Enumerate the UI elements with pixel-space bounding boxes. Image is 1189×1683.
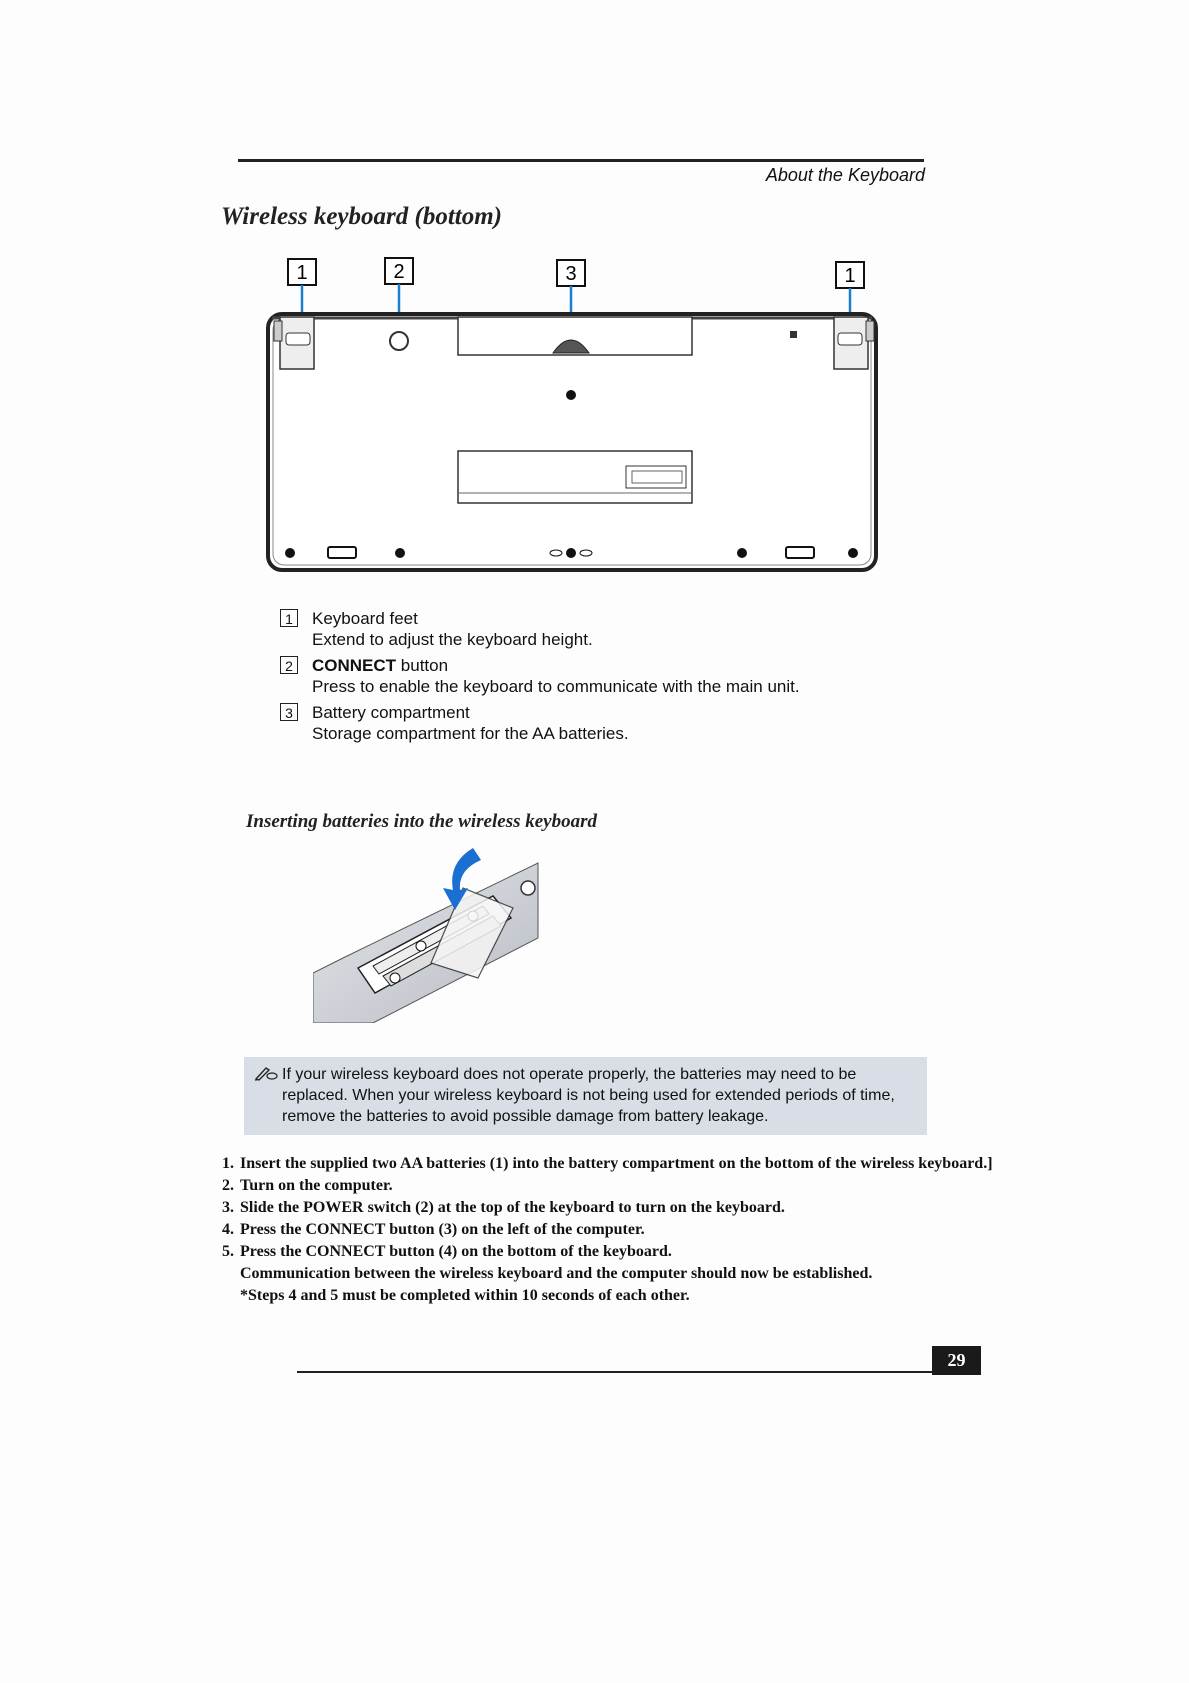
- callout-label: 2: [393, 261, 405, 283]
- diagram-legend: [280, 608, 812, 749]
- legend-item-name: Battery compartment: [312, 703, 470, 722]
- subsection-title: Inserting batteries into the wireless keyboard: [246, 811, 597, 832]
- legend-item-name: CONNECT button: [312, 656, 449, 675]
- legend-item-name: Keyboard feet: [312, 609, 418, 628]
- connect-button-diagram: [390, 332, 408, 350]
- page-number: 29: [932, 1346, 981, 1375]
- keyboard-bottom-diagram: [262, 255, 882, 580]
- legend-number: 2: [280, 656, 298, 674]
- keyboard-foot-left: [274, 317, 314, 369]
- legend-number: 3: [280, 703, 298, 721]
- legend-item-description: Press to enable the keyboard to communicate with the main unit.: [312, 677, 800, 696]
- step-item: 4. Press the CONNECT button (3) on the left of the computer.: [222, 1221, 645, 1238]
- note-box: [244, 1057, 927, 1135]
- step-item: 3. Slide the POWER switch (2) at the top of the keyboard to turn on the keyboard.: [222, 1199, 785, 1216]
- legend-number: 1: [280, 609, 298, 627]
- legend-item-description: Extend to adjust the keyboard height.: [312, 630, 593, 649]
- header-rule: [238, 159, 924, 162]
- step-item: 5. Press the CONNECT button (4) on the bottom of the keyboard.: [222, 1243, 672, 1260]
- callout-label: 1: [844, 265, 856, 287]
- battery-insertion-illustration: [313, 848, 543, 1023]
- callout-label: 1: [296, 262, 308, 284]
- page-header-title: About the Keyboard: [765, 165, 925, 185]
- step-item: 2. Turn on the computer.: [222, 1177, 393, 1194]
- note-text: If your wireless keyboard does not operate properly, the batteries may need to be replaced. When your wireless keyboard is not being used for extended periods of time, remove the batteries to avoid possible damage from battery leakage.: [282, 1066, 895, 1125]
- callout-label: 3: [565, 263, 577, 285]
- keyboard-foot-right: [834, 317, 874, 369]
- instruction-steps: [222, 1153, 1002, 1307]
- step-item: 1. Insert the supplied two AA batteries (1) into the battery compartment on the bottom of the wireless keyboard.]: [222, 1155, 993, 1172]
- legend-item-connect-button: [280, 655, 812, 697]
- legend-item-description: Storage compartment for the AA batteries.: [312, 724, 629, 743]
- pen-note-icon: [254, 1065, 278, 1081]
- legend-item-keyboard-feet: [280, 608, 812, 650]
- step-result-text: Communication between the wireless keyboard and the computer should now be established.: [240, 1265, 873, 1282]
- step-timing-note: *Steps 4 and 5 must be completed within 10 seconds of each other.: [240, 1287, 690, 1304]
- footer-rule: [297, 1371, 937, 1373]
- section-title: Wireless keyboard (bottom): [221, 203, 502, 230]
- legend-item-battery-compartment: [280, 702, 812, 744]
